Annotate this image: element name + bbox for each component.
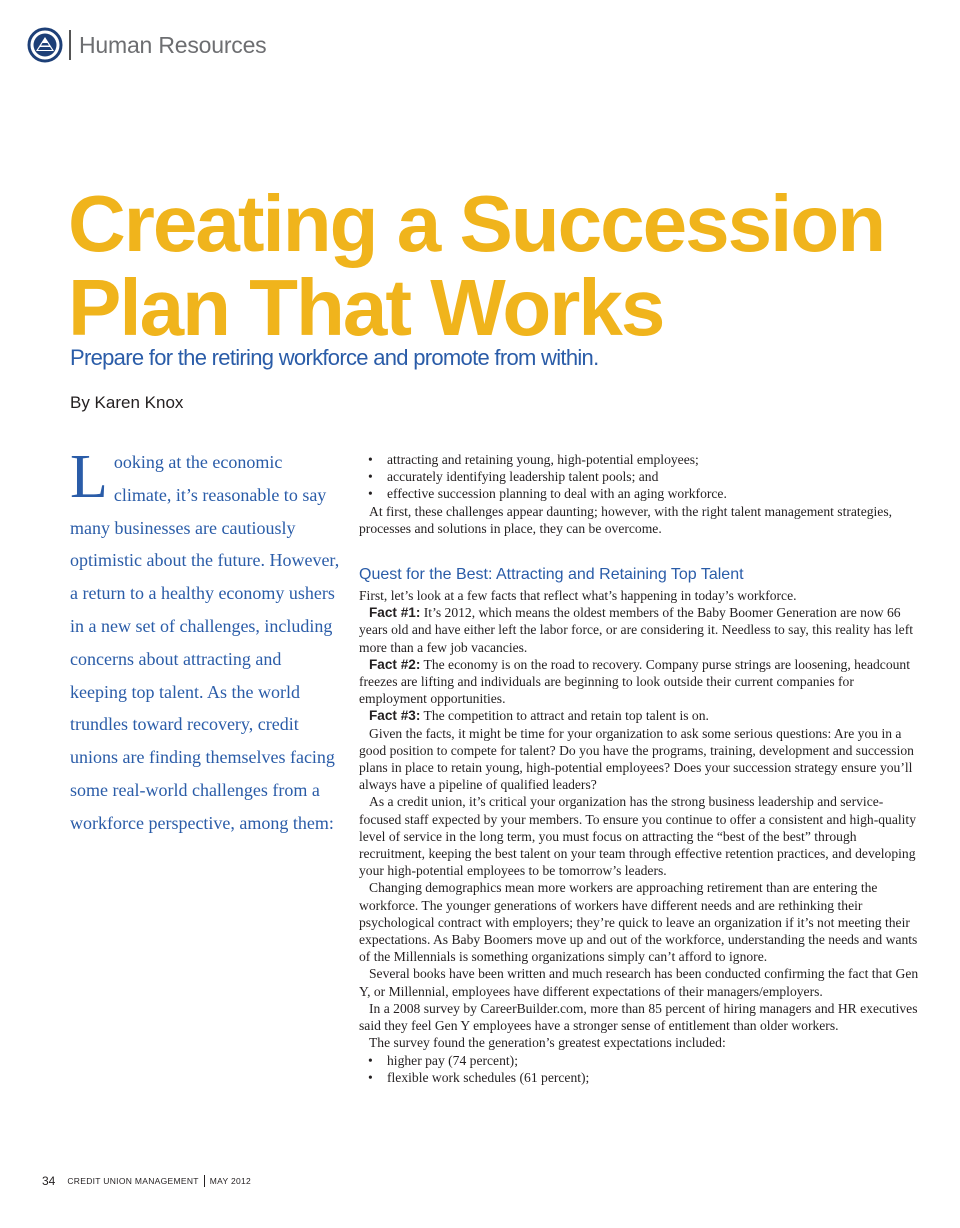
list-item: • flexible work schedules (61 percent); bbox=[359, 1069, 921, 1086]
section-heading: Quest for the Best: Attracting and Retaining Top Talent bbox=[359, 566, 744, 584]
article-byline: By Karen Knox bbox=[70, 393, 184, 412]
paragraph: The survey found the generation’s greatest expectations included: bbox=[369, 1035, 726, 1051]
fact-label: Fact #1: bbox=[369, 605, 421, 621]
article-title: Creating a Succession Plan That Works bbox=[68, 179, 885, 352]
paragraph: In a 2008 survey by CareerBuilder.com, more than 85 percent of hiring managers and HR executives said they feel Gen Y employees have a stronger sense of entitlement than older workers. bbox=[359, 1000, 918, 1034]
fact-text: The economy is on the road to recovery. Company purse strings are loosening, headcount freezes are lifting and individuals are beginning to look outside their current companies for employment opportunities. bbox=[359, 656, 911, 707]
list-item: • accurately identifying leadership talent pools; and bbox=[359, 468, 921, 485]
intro-paragraph bbox=[70, 443, 340, 840]
list-item: • attracting and retaining young, high-potential employees; bbox=[359, 451, 921, 468]
paragraph: Changing demographics mean more workers are approaching retirement than are entering the workforce. The younger generations of workers have different needs and are rethinking their psychological contract with employers; they’re quick to leave an organization if it’s not meeting their expectations. As Baby Boomers move up and out of the workforce, understanding the needs and wants of the Millennials is something organizations simply can’t afford to ignore. bbox=[359, 880, 918, 965]
fact-label: Fact #2: bbox=[369, 656, 421, 672]
page-footer bbox=[42, 1174, 251, 1188]
paragraph: At first, these challenges appear daunting; however, with the right talent management strategies, processes and solutions in place, they can be overcome. bbox=[359, 503, 893, 536]
paragraph: Several books have been written and much research has been conducted confirming the fact that Gen Y, or Millennial, employees have different expectations of their managers/employers. bbox=[359, 966, 919, 999]
fact-paragraph bbox=[359, 656, 921, 708]
paragraph: As a credit union, it’s critical your organization has the strong business leadership and service-focused staff expected by your members. To ensure you continue to offer a consistent and high-quality level of service in the long term, you must focus on attracting the “best of the best” through recruitment, keeping the best talent on your team through effective retention practices, and developing your high-potential employees to be tomorrow’s leaders. bbox=[359, 794, 916, 879]
paragraph: First, let’s look at a few facts that reflect what’s happening in today’s workforce. bbox=[359, 588, 797, 604]
fact-paragraph bbox=[359, 604, 921, 656]
list-item: • higher pay (74 percent); bbox=[359, 1052, 921, 1069]
publication-name: CREDIT UNION MANAGEMENT bbox=[67, 1176, 199, 1186]
page-number: 34 bbox=[42, 1174, 56, 1188]
footer-divider bbox=[204, 1175, 205, 1187]
fact-text: The competition to attract and retain top talent is on. bbox=[420, 708, 709, 724]
fact-paragraph bbox=[359, 707, 921, 724]
fact-text: It’s 2012, which means the oldest members of the Baby Boomer Generation are now 66 years old and have either left the labor force, or are considering it. Needless to say, this reality has left more than a few job vacancies. bbox=[359, 605, 913, 655]
list-item: • effective succession planning to deal with an aging workforce. bbox=[359, 485, 921, 502]
paragraph: Given the facts, it might be time for your organization to ask some serious questions: Are you in a good position to compete for talent? Do you have the programs, training, development and succession plans in place to retain young, high-potential employees? Does your succession strategy ensure you’ll always have a pipeline of qualified leaders? bbox=[359, 725, 914, 793]
page-header bbox=[27, 26, 266, 64]
fact-label: Fact #3: bbox=[369, 708, 421, 724]
header-divider bbox=[69, 30, 71, 60]
challenges-list bbox=[359, 451, 921, 503]
section-label: Human Resources bbox=[79, 31, 267, 58]
article-body bbox=[359, 451, 921, 1086]
article-subtitle: Prepare for the retiring workforce and promote from within. bbox=[70, 345, 599, 370]
intro-text: ooking at the economic climate, it’s reasonable to say many businesses are cautiously optimistic about the future. However, a return to a healthy economy ushers in a new set of challenges, including concerns about attracting and keeping top talent. As the world trundles toward recovery, credit unions are finding themselves facing some real-world challenges from a workforce perspective, among them: bbox=[70, 452, 340, 833]
issue-date: MAY 2012 bbox=[209, 1176, 252, 1186]
credit-union-logo-icon bbox=[27, 27, 63, 63]
drop-cap: L bbox=[70, 443, 108, 511]
expectations-list bbox=[359, 1052, 921, 1086]
